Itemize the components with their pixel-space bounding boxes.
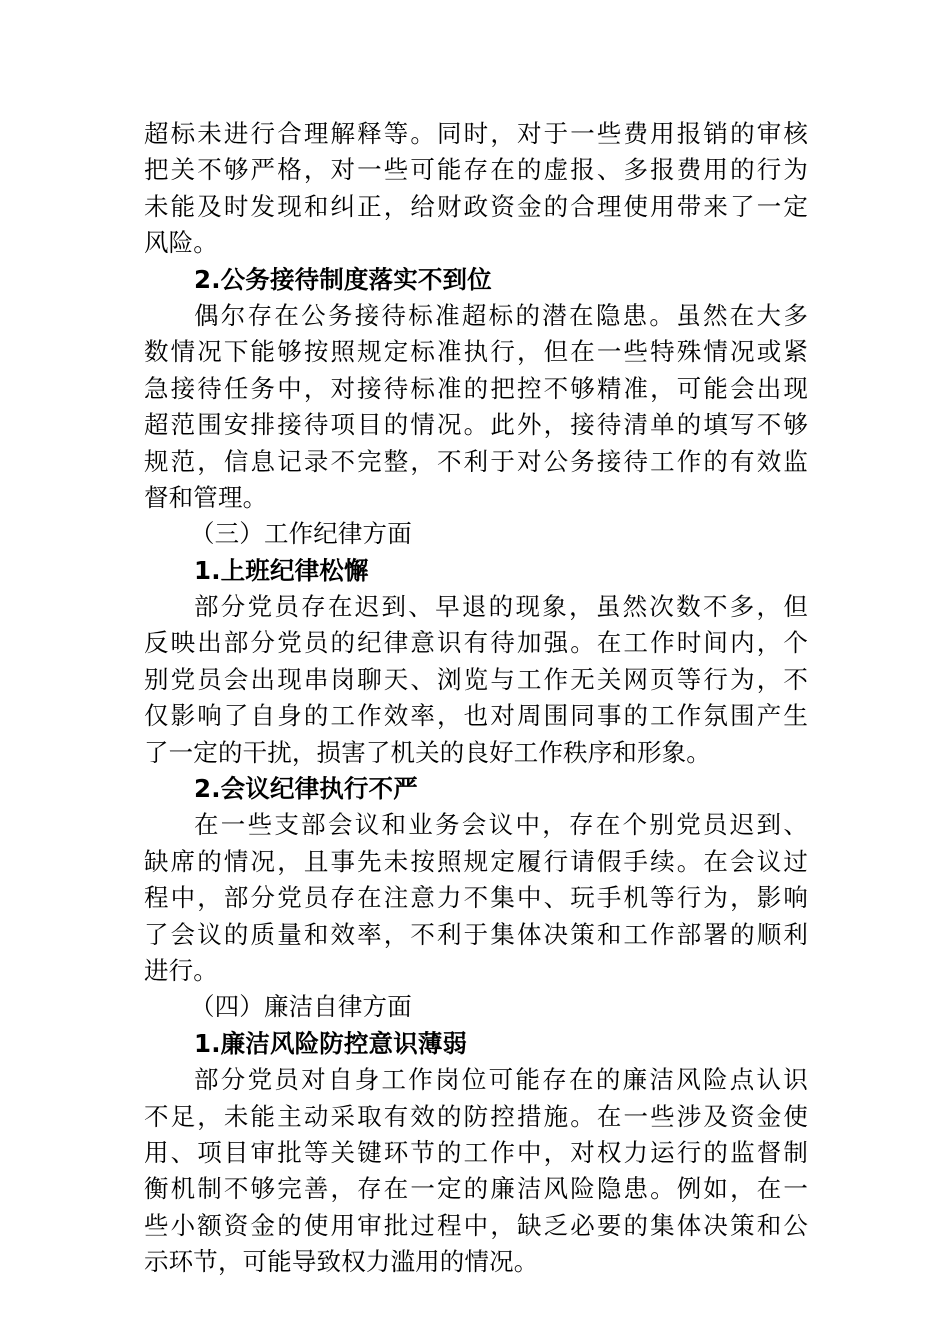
document-body	[144, 116, 808, 1281]
body-text-line: 超标未进行合理解释等。同时，对于一些费用报销的审核	[144, 119, 808, 148]
body-text-line: 急接待任务中，对接待标准的把控不够精准，可能会出现	[144, 373, 808, 403]
body-text-line: 程中，部分党员存在注意力不集中、玩手机等行为，影响	[144, 883, 808, 913]
body-text-line: 部分党员存在迟到、早退的现象，虽然次数不多，但	[194, 592, 808, 622]
body-text-line: 督和管理。	[144, 482, 268, 512]
body-text-line: 把关不够严格，对一些可能存在的虚报、多报费用的行为	[144, 155, 808, 185]
body-text-line: 规范，信息记录不完整，不利于对公务接待工作的有效监	[144, 446, 808, 476]
body-text-line: 偶尔存在公务接待标准超标的潜在隐患。虽然在大多	[194, 300, 808, 330]
section-heading: （三）工作纪律方面	[190, 519, 412, 549]
body-text-line: 进行。	[144, 955, 218, 985]
body-text-line: 别党员会出现串岗聊天、浏览与工作无关网页等行为，不	[144, 664, 808, 694]
body-text-line: 超范围安排接待项目的情况。此外，接待清单的填写不够	[144, 410, 808, 440]
body-text-line: 些小额资金的使用审批过程中，缺乏必要的集体决策和公	[144, 1210, 808, 1240]
body-text-line: 反映出部分党员的纪律意识有待加强。在工作时间内，个	[144, 628, 808, 658]
body-text-line: 用、项目审批等关键环节的工作中，对权力运行的监督制	[144, 1137, 808, 1167]
subheading: 1.上班纪律松懈	[194, 555, 369, 585]
body-text-line: 衡机制不够完善，存在一定的廉洁风险隐患。例如，在一	[144, 1174, 808, 1204]
body-text-line: 部分党员对自身工作岗位可能存在的廉洁风险点认识	[194, 1065, 808, 1095]
body-text-line: 缺席的情况，且事先未按照规定履行请假手续。在会议过	[144, 846, 808, 876]
subheading: 2.会议纪律执行不严	[194, 774, 418, 804]
section-heading: （四）廉洁自律方面	[190, 992, 412, 1022]
body-text-line: 了一定的干扰，损害了机关的良好工作秩序和形象。	[144, 737, 711, 767]
body-text-line: 不足，未能主动采取有效的防控措施。在一些涉及资金使	[144, 1101, 808, 1131]
subheading: 2.公务接待制度落实不到位	[194, 264, 492, 294]
body-text-line: 数情况下能够按照规定标准执行，但在一些特殊情况或紧	[144, 337, 808, 367]
body-text-line: 风险。	[144, 228, 218, 258]
body-text-line: 未能及时发现和纠正，给财政资金的合理使用带来了一定	[144, 191, 808, 221]
body-text-line: 仅影响了自身的工作效率，也对周围同事的工作氛围产生	[144, 701, 808, 731]
body-text-line: 示环节，可能导致权力滥用的情况。	[144, 1247, 539, 1277]
body-text-line: 了会议的质量和效率，不利于集体决策和工作部署的顺利	[144, 919, 808, 949]
body-text-line: 在一些支部会议和业务会议中，存在个别党员迟到、	[194, 810, 808, 840]
subheading: 1.廉洁风险防控意识薄弱	[194, 1028, 468, 1058]
